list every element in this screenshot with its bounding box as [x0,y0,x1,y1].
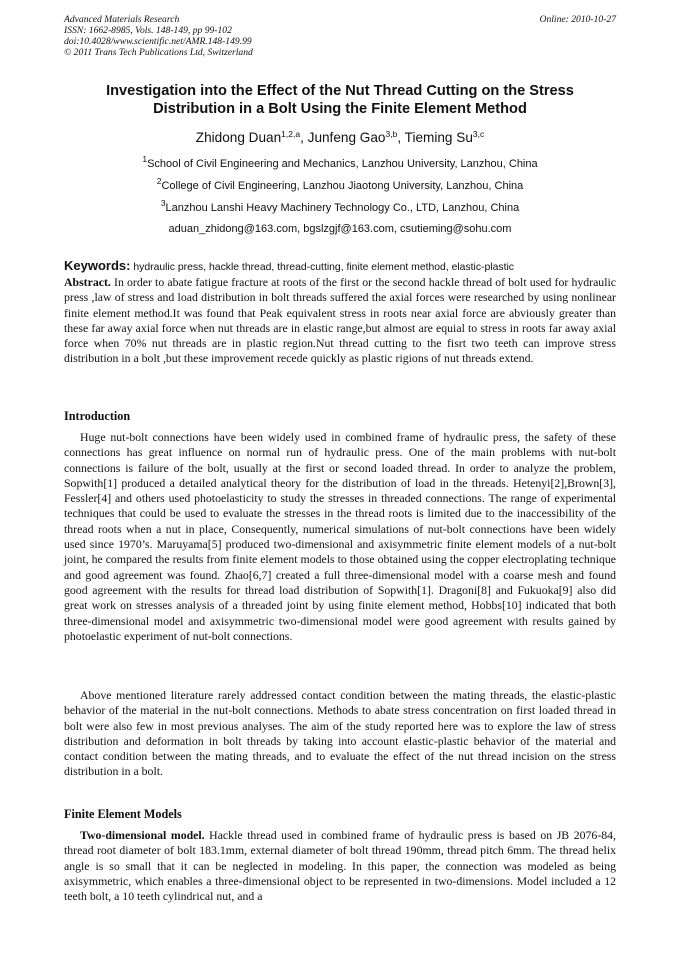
author-separator: , [300,130,308,145]
affiliation-2 [64,176,616,193]
author-emails: aduan_zhidong@163.com, bgslzgjf@163.com, csutieming@sohu.com [168,223,512,235]
affiliation-number: 3 [160,198,166,208]
online-date: Online: 2010-10-27 [539,14,616,25]
fem-heading: Finite Element Models [64,807,182,821]
author-separator: , [397,130,405,145]
affiliation-text: Lanzhou Lanshi Heavy Machinery Technology Co., LTD, Lanzhou, China [165,202,520,214]
author-list [64,130,616,146]
abstract-text: In order to abate fatigue fracture at roots of the first or the second hackle thread of bolt used for hydraulic press ,law of stress and load distribution in bolt threads suffered the axial forces were researched by using nonlinear finite element method.It was found that Peak equivalent stress in roots near axial force are abviously greater than these far away axial force when nut threads are in elastic range,but almost are equial to stress in roots far away axial force when 70% nut threads are in plastic region.Nut thread cutting to the fisrt two teeth can improve stress distribution in a bolt ,but these improvement recede quickly as plastic rigions of nut threads extend. [64,275,616,366]
keywords-label: Keywords: [64,258,131,273]
fem-paragraph [64,828,616,904]
journal-name: Advanced Materials Research [64,14,180,25]
paper-title [64,82,616,118]
copyright-line: © 2011 Trans Tech Publications Ltd, Switzerland [64,47,253,58]
affiliation-1 [64,154,616,171]
affiliation-number: 2 [156,176,162,186]
introduction-paragraph-2: Above mentioned literature rarely addressed contact condition between the mating threads, the elastic-plastic behavior of the material in the nut-bolt connections. Methods to abate stress concentration on first loaded thread in bolt were also few in most previous analyses. The aim of the study reported here was to explore the law of stress distribution and deformation in bolt threads by taking into account elastic-plastic behavior of the material and contact condition between the mating threads, and to evaluate the effect of the nut thread incision on the stress distribution in a bolt. [64,688,616,779]
author-superscript: 3,b [385,129,398,139]
introduction-heading: Introduction [64,409,131,423]
author-name: Tieming Su [404,130,473,145]
introduction-paragraph-1: Huge nut-bolt connections have been widely used in combined frame of hydraulic press, the safety of these connections has great influence on normal run of hydraulic press. One of the main problems with nut-bolt connections is failure of the bolt, usually at the first or second loaded thread. In order to analyze the problem, Sopwith[1] produced a detailed analytical theory for the distribution of load in the threads. Hetenyi[2],Brown[3], Fessler[4] and others used photoelasticity to study the stresses in threaded connections. The range of experimental techniques that could be used to evaluate the stresses in the thread roots is limited due to the inaccessibility of the thread roots when a nut in place, Consequently, numerical simulations of nut-bolt connections have been widely used since 1970’s. Maruyama[5] produced two-dimensional and axisymmetric finite element models of a nut-bolt joint, he compared the results from finite element models to those obtained using the copper electroplating technique and good agreement was found. Zhao[6,7] created a full three-dimensional model with a coarse mesh and found good agreement with the results for thread load distribution of Sopwith[1]. Dragoni[8] and Fukuoka[9] also did great work on stresses analysis of a threaded joint by using finite element method, Hobbs[10] indicated that both three-dimensional model and axisymmetric two-dimensional model were good agreement with results gained by photoelastic experiment of nut-bolt connections. [64,430,616,643]
journal-header [64,14,616,58]
author-superscript: 3,c [472,129,485,139]
affiliation-3 [64,198,616,215]
keywords-text: hydraulic press, hackle thread, thread-cutting, finite element method, elastic-plastic [130,262,514,273]
fem-text: Hackle thread used in combined frame of hydraulic press is based on JB 2076-84, thread root diameter of bolt 183.1mm, external diameter of bolt thread 190mm, thread pitch 6mm. The thread helix angle is so small that it can be neglected in modeling. In this paper, the connection was modeled as being axisymmetric, which enables a three-dimensional object to be represented in two-dimensions. Model included a 12 teeth bolt, a 10 teeth cylindrical nut, and a [64,828,616,904]
title-line-1: Investigation into the Effect of the Nut Thread Cutting on the Stress [106,83,574,99]
abstract [64,275,616,367]
author-superscript: 1,2,a [281,129,301,139]
keywords [64,259,616,274]
affiliation-number: 1 [142,154,148,164]
affiliation-text: School of Civil Engineering and Mechanics, Lanzhou University, Lanzhou, China [147,158,538,170]
fem-subheading: Two-dimensional model. [80,828,205,842]
author-name: Zhidong Duan [195,130,282,145]
title-line-2: Distribution in a Bolt Using the Finite Element Method [153,101,527,117]
issn-line: ISSN: 1662-8985, Vols. 148-149, pp 99-102 [64,25,232,36]
doi-line: doi:10.4028/www.scientific.net/AMR.148-149.99 [64,36,252,47]
abstract-label: Abstract. [64,275,111,289]
affiliation-text: College of Civil Engineering, Lanzhou Jiaotong University, Lanzhou, China [161,180,524,192]
author-name: Junfeng Gao [307,130,386,145]
